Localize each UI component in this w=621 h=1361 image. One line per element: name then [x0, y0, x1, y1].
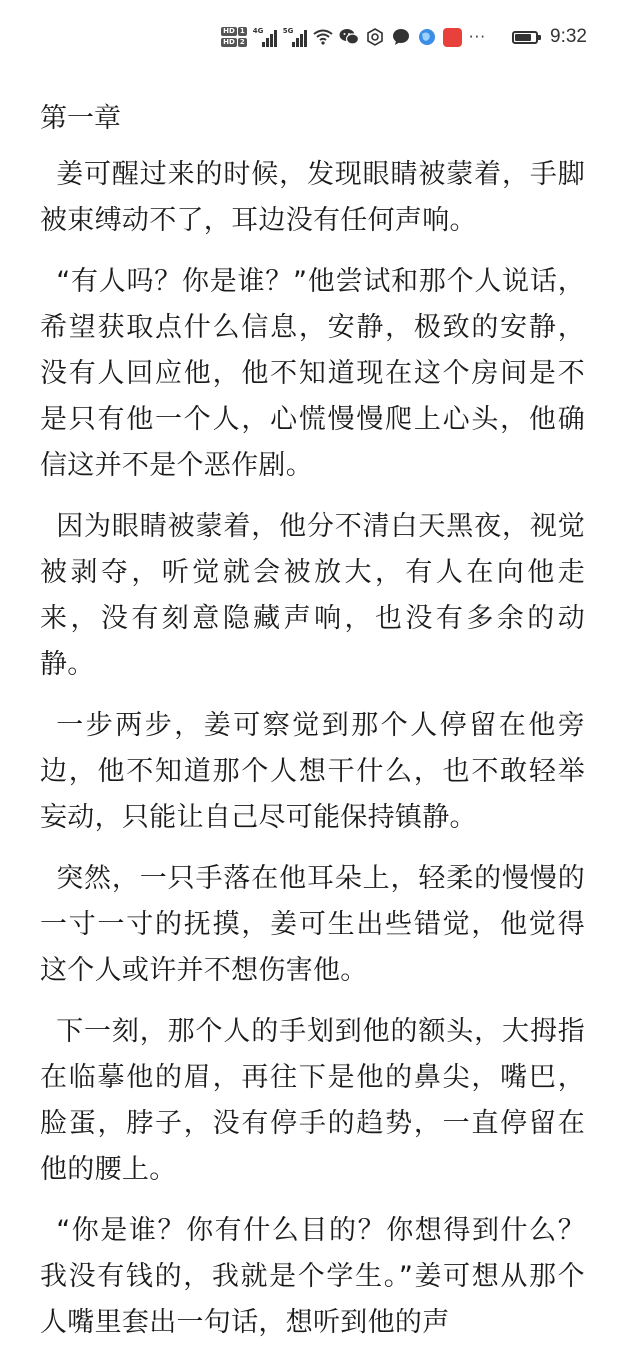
sim2-network-type: 5G: [282, 27, 294, 35]
wifi-icon: [313, 27, 333, 47]
settings-hex-icon: [365, 27, 385, 47]
chapter-title: 第一章: [40, 103, 121, 134]
hd-voice-indicators: [221, 27, 247, 47]
battery-icon: [512, 31, 538, 44]
battery-level: [515, 34, 531, 41]
wechat-icon: [339, 27, 359, 47]
reader-content[interactable]: [40, 96, 585, 1361]
paragraph: “有人吗？你是谁？”他尝试和那个人说话，希望获取点什么信息，安静，极致的安静，没有人回应他，他不知道现在这个房间是不是只有他一个人，心慌慢慢爬上心头，他确信这并不是个恶作剧。: [40, 266, 585, 481]
paragraph: 下一刻，那个人的手划到他的额头，大拇指在临摹他的眉，再往下是他的鼻尖，嘴巴，脸蛋，脖子，没有停手的趋势，一直停留在他的腰上。: [40, 1016, 585, 1185]
paragraph: “你是谁？你有什么目的？你想得到什么？我没有钱的，我就是个学生。”姜可想从那个人嘴里套出一句话，想听到他的声: [40, 1215, 585, 1338]
hd-sim-number: 2: [239, 38, 245, 46]
hd-label: HD: [223, 27, 235, 35]
hd-label: HD: [223, 38, 235, 46]
chat-bubble-icon: [391, 27, 411, 47]
more-icon: ···: [468, 28, 487, 46]
paragraph: 姜可醒过来的时候，发现眼睛被蒙着，手脚被束缚动不了，耳边没有任何声响。: [40, 159, 585, 236]
sim1-network-type: 4G: [252, 27, 264, 35]
status-time: 9:32: [550, 26, 587, 47]
sim2-signal-icon: [283, 27, 307, 47]
sim1-signal-icon: [253, 27, 277, 47]
status-icons: [221, 20, 587, 54]
globe-icon: [417, 27, 437, 47]
paragraph: 一步两步，姜可察觉到那个人停留在他旁边，他不知道那个人想干什么，也不敢轻举妄动，只能让自己尽可能保持镇静。: [40, 710, 585, 833]
paragraph: 因为眼睛被蒙着，他分不清白天黑夜，视觉被剥夺，听觉就会被放大，有人在向他走来，没有刻意隐藏声响，也没有多余的动静。: [40, 511, 585, 680]
hd-voice-1-icon: [221, 27, 247, 36]
hd-sim-number: 1: [239, 27, 245, 35]
paragraph: 突然，一只手落在他耳朵上，轻柔的慢慢的一寸一寸的抚摸，姜可生出些错觉，他觉得这个人或许并不想伤害他。: [40, 863, 585, 986]
hd-voice-2-icon: [221, 38, 247, 47]
app-badge-icon: [443, 27, 463, 47]
status-bar: [0, 0, 621, 72]
